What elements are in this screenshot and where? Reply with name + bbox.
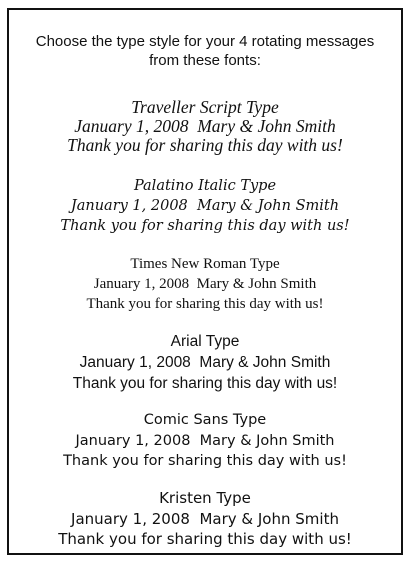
font-sample-arial (9, 331, 401, 394)
instructions-line-2: from these fonts: (149, 52, 261, 69)
font-sample-title: Times New Roman Type (130, 256, 280, 272)
font-sample-date-names: January 1, 2008 Mary & John Smith (74, 116, 336, 136)
font-sample-message: Thank you for sharing this day with us! (58, 530, 352, 548)
font-sample-date-names: January 1, 2008 Mary & John Smith (75, 432, 335, 449)
font-sample-comic-sans (9, 410, 401, 472)
font-sample-date-names: January 1, 2008 Mary & John Smith (70, 198, 340, 214)
font-sample-title: Comic Sans Type (143, 412, 267, 428)
document-border (7, 8, 403, 555)
font-sample-traveller-script (9, 98, 401, 155)
font-sample-message: Thank you for sharing this day with us! (67, 135, 343, 155)
font-sample-title: Traveller Script Type (131, 97, 279, 117)
font-sample-message: Thank you for sharing this day with us! (60, 218, 350, 234)
font-sample-title: Arial Type (170, 333, 240, 350)
font-sample-date-names: January 1, 2008 Mary & John Smith (79, 354, 331, 371)
font-sample-message: Thank you for sharing this day with us! (63, 453, 347, 469)
font-sample-title: Kristen Type (159, 489, 251, 507)
instructions-line-1: Choose the type style for your 4 rotating messages (35, 33, 375, 50)
font-sample-title: Palatino Italic Type (133, 178, 277, 194)
font-sample-date-names: January 1, 2008 Mary & John Smith (71, 509, 339, 528)
font-sample-kristen (9, 488, 401, 550)
font-sample-date-names: January 1, 2008 Mary & John Smith (93, 276, 317, 292)
instructions (9, 32, 401, 70)
font-sample-times-new-roman (9, 254, 401, 314)
font-sample-message: Thank you for sharing this day with us! (86, 296, 324, 312)
font-sample-palatino-italic (9, 176, 401, 236)
font-sample-message: Thank you for sharing this day with us! (72, 375, 338, 392)
